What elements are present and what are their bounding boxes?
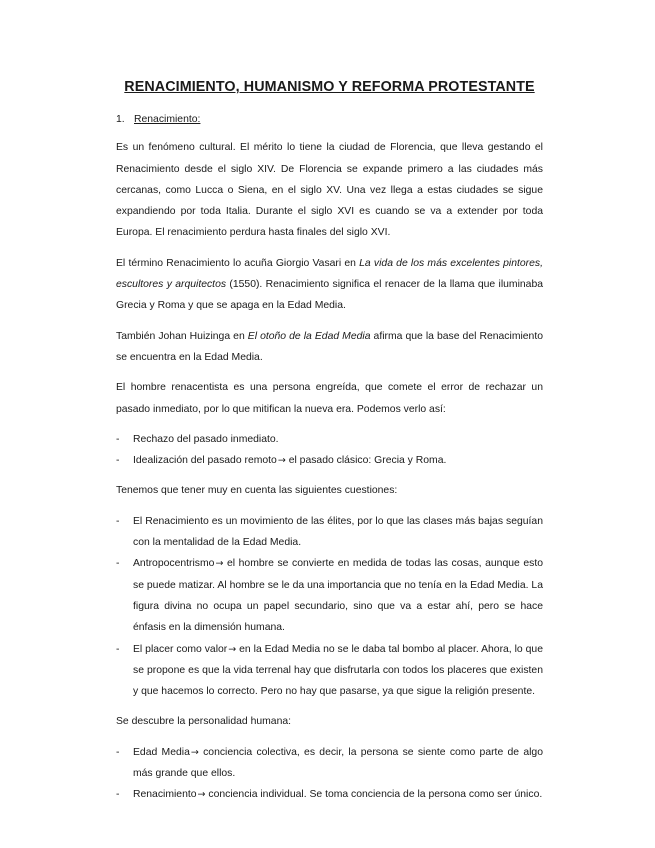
section-heading-renacimiento [116,109,543,130]
book-title-huizinga: El otoño de la Edad Media [247,330,371,342]
list-item-text: El placer como valor [133,643,228,655]
paragraph-text: (1550). Renacimiento significa el renacer de la llama que iluminaba Grecia y Roma y que se apaga en la Edad Media. [116,279,544,312]
list-item-text: Idealización del pasado remoto [133,455,277,467]
paragraph-personalidad: Se descubre la personalidad humana: [116,716,292,728]
paragraph-text: También Johan Huizinga en [116,330,248,342]
paragraph-text: El término Renacimiento lo acuña Giorgio Vasari en [116,257,360,269]
list-item [116,742,543,785]
list-item-text: Renacimiento [133,789,197,801]
paragraph-vasari [116,253,543,317]
list-item-text: Antropocentrismo [133,558,215,570]
book-title-vasari: La vida de los más excelentes pintores, escultores y arquitectos [116,257,543,291]
paragraph-hombre-renacentista: El hombre renacentista es una persona engreída, que comete el error de rechazar un pasado inmediato, por lo que mitifican la nueva era. Podemos verlo así: [116,382,543,415]
list-pasado [116,429,543,472]
list-item [116,784,543,805]
list-item-text: el hombre se convierte en medida de todas las cosas, aunque esto se puede matizar. Al hombre se le da una importancia que no tenía en la Edad Media. La figura divina no ocupa un papel secundario, sino que va a estar ahí, pero se hace énfasis en la dimensión humana. [133,558,543,634]
arrow-right-icon: → [190,746,199,758]
list-item-text: conciencia individual. Se toma conciencia de la persona como ser único. [205,789,543,801]
section-number: 1. [116,114,125,125]
list-item-text: Edad Media [133,746,190,758]
list-cuestiones [116,511,543,703]
arrow-right-icon: → [228,643,237,655]
paragraph-cuestiones: Tenemos que tener muy en cuenta las siguientes cuestiones: [116,485,398,497]
list-item: - Rechazo del pasado inmediato. [116,429,543,450]
list-item-text: el pasado clásico: Grecia y Roma. [285,455,447,467]
list-item: - El Renacimiento es un movimiento de las élites, por lo que las clases más bajas seguían con la mentalidad de la Edad Media. [116,511,543,554]
list-personalidad [116,742,543,806]
paragraph-huizinga [116,326,543,369]
list-item-text: conciencia colectiva, es decir, la persona se siente como parte de algo más grande que ellos. [133,746,543,780]
list-item-text: en la Edad Media no se le daba tal bombo al placer. Ahora, lo que se propone es que la vida terrenal hay que disfrutarla con todos los placeres que existen y que hacemos lo correcto. Pero no hay que pasarse, ya que sigue la religión presente. [133,643,543,698]
arrow-right-icon: → [197,789,206,801]
arrow-right-icon: → [277,455,286,467]
document-title: RENACIMIENTO, HUMANISMO Y REFORMA PROTESTANTE [124,79,535,95]
section-heading-text: Renacimiento: [134,114,201,125]
list-item [116,639,543,703]
arrow-right-icon: → [215,558,224,570]
paragraph-text: afirma que la base del Renacimiento se encuentra en la Edad Media. [116,330,544,363]
list-item [116,450,543,471]
list-item [116,553,543,638]
paragraph-origen-florencia: Es un fenómeno cultural. El mérito lo tiene la ciudad de Florencia, que lleva gestando el Renacimiento desde el siglo XIV. De Florencia se expande primero a las ciudades más cercanas, como Lucca o Siena, en el siglo XV. Una vez llega a estas ciudades se sigue expandiendo por toda Italia. Durante el siglo XVI es cuando se va a extender por toda Europa. El renacimiento perdura hasta finales del siglo XVI. [116,142,543,239]
